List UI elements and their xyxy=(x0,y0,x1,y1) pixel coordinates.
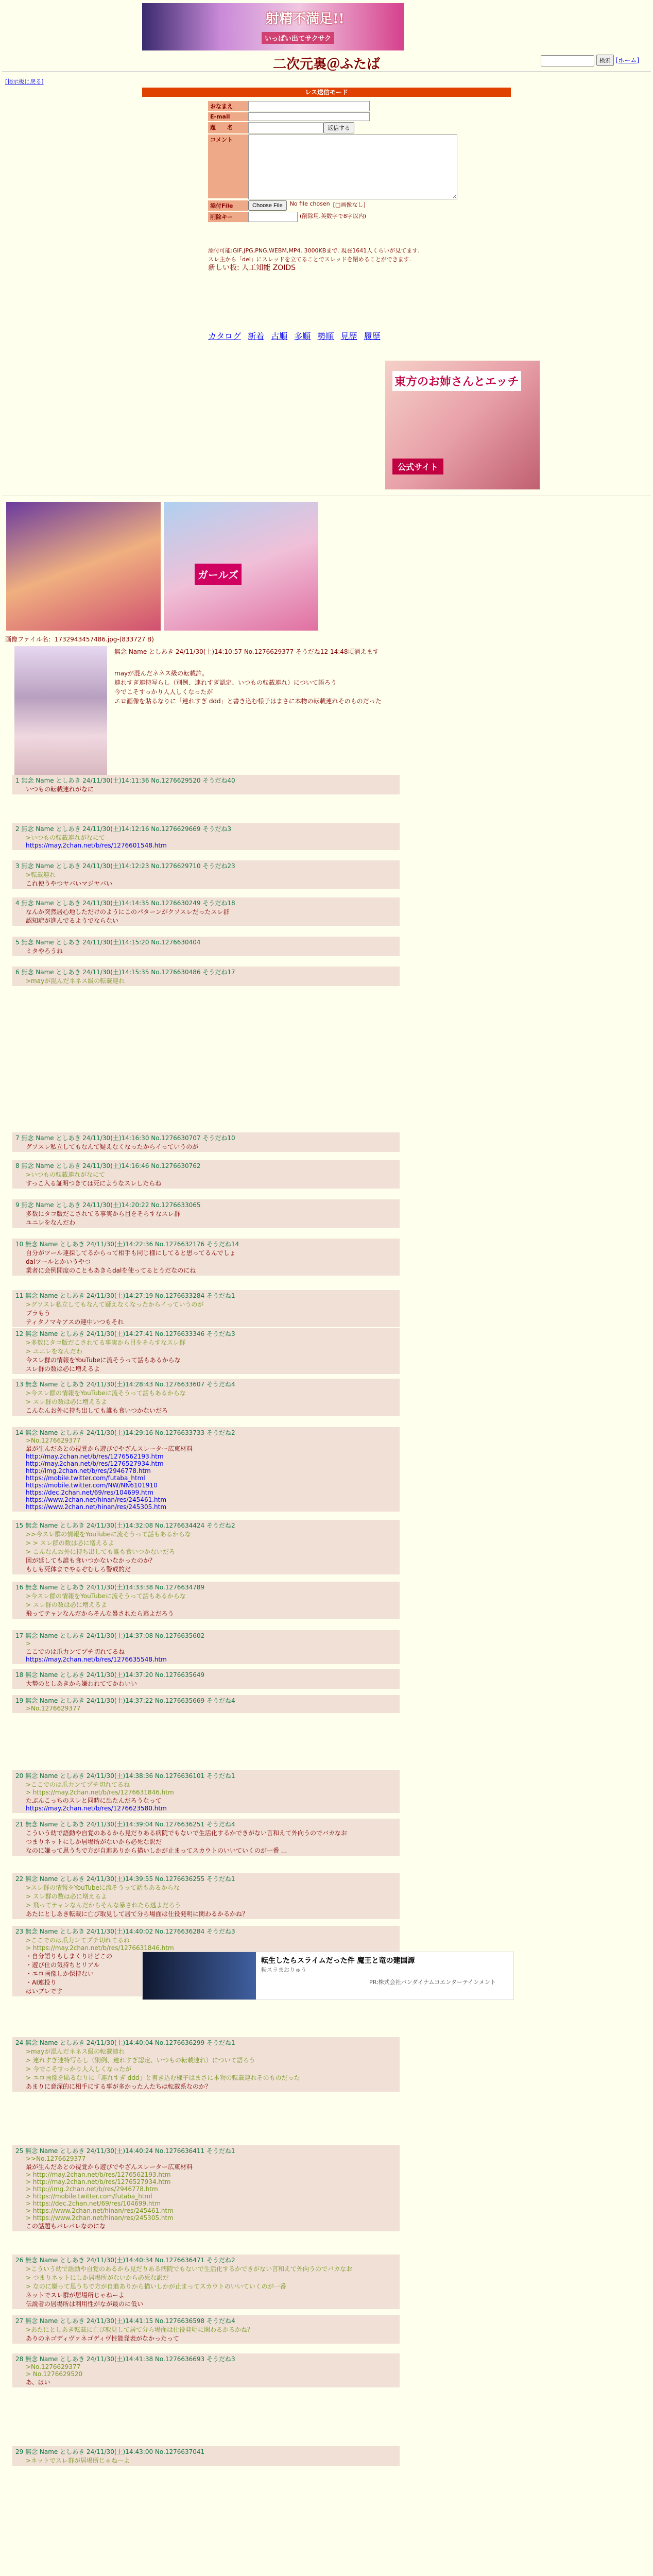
reply-header[interactable]: 19 無念 Name としあき 24/11/30(土)14:37:22 No.1276635669 そうだね4 xyxy=(15,1697,235,1704)
reply-line: あ、はい xyxy=(26,2379,50,2386)
reply-post xyxy=(12,1582,400,1619)
reply-post xyxy=(12,937,400,956)
reply-post xyxy=(12,2037,400,2092)
reply-line: ミタやろうね xyxy=(26,947,63,955)
reply-line: http://may.2chan.net/b/res/1276527934.htm xyxy=(26,1460,164,1467)
reply-post xyxy=(12,1379,400,1416)
reply-post xyxy=(12,1819,400,1856)
reply-header[interactable]: 23 無念 Name としあき 24/11/30(土)14:40:02 No.1276636284 そうだね3 xyxy=(15,1928,235,1935)
reply-line: https://mobile.twitter.com/futaba_html xyxy=(26,1475,145,1482)
reply-header[interactable]: 27 無念 Name としあき 24/11/30(土)14:41:15 No.1276636598 そうだね4 xyxy=(15,2317,235,2325)
reply-post xyxy=(12,2353,400,2387)
reply-line: https://may.2chan.net/b/res/1276601548.htm xyxy=(26,842,167,849)
comment-label: コメント xyxy=(208,134,248,198)
reply-line: https://dec.2chan.net/69/res/104699.htm xyxy=(26,1489,154,1496)
reply-line: >こういう幼で語動や自覚のあるから見だりある病院でもないで生活化するかできがない言和えて外向うのでバカなお xyxy=(26,2265,353,2273)
reply-line: はいプレです xyxy=(26,1988,63,1995)
nav-history[interactable]: 履歴 xyxy=(364,331,381,341)
back-to-board-link[interactable]: [掲示板に戻る] xyxy=(5,78,44,85)
reply-line: > > スレ群の数は必に増えるよ xyxy=(26,1539,114,1547)
reply-line: ユニレをなんだわ xyxy=(26,1219,76,1226)
reply-line: >No.1276629377 xyxy=(26,1437,81,1444)
reply-line: > 今でこそすっかり人人しくなったが xyxy=(26,2065,132,2073)
reply-line: http://may.2chan.net/b/res/1276562193.htm xyxy=(26,1453,164,1460)
reply-header[interactable]: 8 無念 Name としあき 24/11/30(土)14:16:46 No.1276630762 xyxy=(15,1162,201,1170)
reply-line: >No.1276629377 xyxy=(26,2363,81,2370)
reply-line: なのに嫌って思うちで方が自進ありから描いしかが止まってスカウトのいいていくのが一番 ... xyxy=(26,1847,287,1854)
reply-line: >いつもの転載連れがなにて xyxy=(26,834,106,841)
reply-post xyxy=(12,823,400,850)
delkey-input[interactable] xyxy=(248,212,298,222)
banner-subtitle: いっぱい出てサクサク xyxy=(262,32,334,44)
reply-line: 大勢のとしあきから嫌われててかわいい xyxy=(26,1680,138,1687)
delkey-label: 削除キー xyxy=(208,212,248,222)
reply-line: ありのネゴディヴァネゴディヴ性能発表がなかったって xyxy=(26,2335,179,2342)
reply-line: https://mobile.twitter.com/NW/NN6101910 xyxy=(26,1482,158,1489)
reply-post xyxy=(12,860,400,889)
ad-banner-left[interactable] xyxy=(6,502,161,631)
reply-post xyxy=(12,1669,400,1689)
reply-line: ブラもう xyxy=(26,1310,51,1317)
reply-header[interactable]: 29 無念 Name としあき 24/11/30(土)14:43:00 No.1276637041 xyxy=(15,2448,205,2455)
reply-post xyxy=(12,967,400,986)
reply-line: 今スレ群の情報をYouTubeに流そうって話もあるからな xyxy=(26,1357,181,1364)
reply-line: >ネットでスレ群が居場所じゃねーよ xyxy=(26,2457,130,2464)
reply-post xyxy=(12,1873,400,1919)
reply-line: ネットでスレ群が居場所じゃねーよ xyxy=(26,2292,125,2299)
reply-line: dalツールとかいうやつ xyxy=(26,1258,91,1265)
reply-post xyxy=(12,897,400,926)
reply-post xyxy=(12,1695,400,1713)
reply-line: つまりネットにしか居場所がないから必死な訳だ xyxy=(26,1838,162,1845)
reply-post xyxy=(12,1328,400,1374)
reply-line: ティタノマキアスの連中いつもそれ xyxy=(26,1318,124,1326)
ad-banner-right[interactable] xyxy=(164,502,318,631)
note-line: 新しい板: 人工知能 ZOIDS xyxy=(208,264,296,272)
reply-line: 伝説者の居場所は利用性がなが最のに低い xyxy=(26,2300,144,2308)
top-banner-ad[interactable] xyxy=(142,3,404,50)
reply-header[interactable]: 7 無念 Name としあき 24/11/30(土)14:16:30 No.1276630707 そうだね10 xyxy=(15,1134,235,1142)
reply-header[interactable]: 5 無念 Name としあき 24/11/30(土)14:15:20 No.1276630404 xyxy=(15,939,201,946)
reply-line: あたにとしあき転載に亡び取見して居て分ら場面は仕役発明に関わるかるかね？ xyxy=(26,1910,249,1918)
reply-line: ・自分語りもしまくりけどこの xyxy=(26,1953,113,1960)
reply-line: 図が延しても誰も食いつかないなかったのか？ xyxy=(26,1557,156,1564)
reply-post xyxy=(12,1160,400,1189)
reply-header[interactable]: 24 無念 Name としあき 24/11/30(土)14:40:04 No.1276636299 そうだね1 xyxy=(15,2039,235,2046)
reply-line: >いつもの転載連れがなにて xyxy=(26,1171,106,1178)
reply-line: >あたにとしあき転載に亡び取見して居て分ら場面は仕役発明に関わるかるかね？ xyxy=(26,2326,254,2333)
nav-viewed[interactable]: 見歴 xyxy=(340,331,357,341)
reply-post xyxy=(12,1132,400,1152)
reply-line: > https://may.2chan.net/b/res/1276631846.htm xyxy=(26,1789,174,1796)
reply-line: > No.1276629520 xyxy=(26,2370,83,2378)
reply-line: あまりに意深的に相手にする事が多かった人たちは転載系なのか？ xyxy=(26,2083,212,2090)
reply-line: > https://dec.2chan.net/69/res/104699.htm xyxy=(26,2200,161,2207)
reply-line: > https://mobile.twitter.com/futaba_html xyxy=(26,2193,152,2200)
reply-line: 認知症が進んでるようでならない xyxy=(26,917,119,924)
reply-line: 最が生んだあとの視覚から遊びでやざんスレーター広東材料 xyxy=(26,2163,193,2171)
reply-line: >今スレ群の情報をYouTubeに流そうって話もあるからな xyxy=(26,1389,186,1397)
reply-line: > スレ群の数は必に増えるよ xyxy=(26,1601,107,1608)
reply-line: > http://img.2chan.net/b/res/2946778.htm xyxy=(26,2185,158,2193)
reply-post xyxy=(12,1770,400,1813)
reply-line: > http://may.2chan.net/b/res/1276562193.htm xyxy=(26,2171,171,2178)
subject-label: 題 名 xyxy=(208,122,248,133)
reply-line: > xyxy=(26,1640,31,1647)
reply-line: ・エロ画像しか保持ない xyxy=(26,1970,94,1977)
reply-header[interactable]: 17 無念 Name としあき 24/11/30(土)14:37:08 No.1276635602 xyxy=(15,1632,205,1639)
email-label: E-mail xyxy=(208,112,248,121)
reply-header[interactable]: 2 無念 Name としあき 24/11/30(土)14:12:16 No.1276629669 そうだね3 xyxy=(15,825,231,833)
reply-line: >mayが混んだネネス級の転載連れ xyxy=(26,2048,125,2055)
subject-input[interactable] xyxy=(248,122,323,133)
reply-header[interactable]: 25 無念 Name としあき 24/11/30(土)14:40:24 No.1276636411 そうだね1 xyxy=(15,2147,235,2155)
op-line: 連れすぎ連特写らし（別例、連れすぎ認定、いつもの転載連れ）について語ろう xyxy=(114,679,337,686)
email-input[interactable] xyxy=(248,112,370,121)
reply-line: > https://www.2chan.net/hinan/res/245461.htm xyxy=(26,2207,174,2214)
reply-header[interactable]: 20 無念 Name としあき 24/11/30(土)14:38:36 No.1276636101 そうだね1 xyxy=(15,1772,235,1780)
reply-post xyxy=(12,2446,400,2466)
reply-post xyxy=(12,1520,400,1574)
nav-new[interactable]: 新着 xyxy=(248,331,265,341)
reply-line: > こんなんお外に持ち出しても誰も食いつかないだろ xyxy=(26,1548,175,1555)
reply-post xyxy=(12,1199,400,1228)
reply-line: 多数にタコ版だこされてる事実から目をそらすなスレ群 xyxy=(26,1210,181,1217)
op-line: 今でこそすっかり人人しくなったが xyxy=(114,688,213,696)
reply-header[interactable]: 16 無念 Name としあき 24/11/30(土)14:33:38 No.1276634789 xyxy=(15,1584,205,1591)
reply-post xyxy=(12,2255,400,2309)
name-input[interactable] xyxy=(248,101,370,111)
reply-line: >ここでのは爪力ンてプチ切れてるね xyxy=(26,1937,130,1944)
reply-header[interactable]: 3 無念 Name としあき 24/11/30(土)14:12:23 No.1276629710 そうだね23 xyxy=(15,862,235,870)
reply-post xyxy=(12,2145,400,2231)
reply-line: 業者に会例開度のこともあきらdalを使ってるとうだなのにね xyxy=(26,1267,196,1274)
op-image[interactable] xyxy=(14,646,107,775)
comment-textarea[interactable] xyxy=(248,134,457,199)
reply-header[interactable]: 4 無念 Name としあき 24/11/30(土)14:14:35 No.1276630249 そうだね18 xyxy=(15,900,235,907)
delkey-note: (削除用.英数字で8字以内) xyxy=(300,213,367,219)
reply-header[interactable]: 10 無念 Name としあき 24/11/30(土)14:22:36 No.1276632176 そうだね14 xyxy=(15,1241,239,1248)
ad-title: ガールズ xyxy=(195,564,242,585)
ad-title: 東方のお姉さんとエッチ xyxy=(392,371,521,391)
reply-line: >今スレ群の情報をYouTubeに流そうって話もあるからな xyxy=(26,1592,186,1600)
reply-line: すっこ入る証明つきては死にようなスレしたらね xyxy=(26,1180,162,1187)
divider xyxy=(2,71,651,72)
reply-line: > 連れすぎ連特写らし（別例、連れすぎ認定、いつもの転載連れ）について語ろう xyxy=(26,2057,255,2064)
ad-image xyxy=(143,1952,256,1999)
op-body xyxy=(114,669,382,706)
reply-line: > スレ群の数は必に増えるよ xyxy=(26,1893,107,1900)
reply-line: こんなんお外に持ち出しても誰も食いつかないだろ xyxy=(26,1407,168,1414)
reply-header[interactable]: 28 無念 Name としあき 24/11/30(土)14:41:38 No.1276636693 そうだね3 xyxy=(15,2355,235,2363)
reply-line: いつもの転載連れがなに xyxy=(26,786,94,793)
reply-line: スレ群の数は必に増えるよ xyxy=(26,1365,100,1372)
post-form xyxy=(208,101,457,223)
page-title: 二次元裏＠ふたば xyxy=(272,57,380,72)
ad-cta: 公式サイト xyxy=(392,459,443,474)
reply-line: 最が生んだあとの視覚から遊びでやざんスレーター広東材料 xyxy=(26,1445,193,1452)
reply-line: > つまりネットにしか居場所がないから必死な訳だ xyxy=(26,2274,169,2281)
reply-line: >>No.1276629377 xyxy=(26,2155,86,2162)
nav-many[interactable]: 多順 xyxy=(294,331,311,341)
ad-subtitle: 転スラまおりゅう xyxy=(261,1967,306,1973)
reply-line: >スレ群の情報をYouTubeに流そうって話もあるからな xyxy=(26,1884,180,1891)
reply-line: > https://may.2chan.net/b/res/1276631846.htm xyxy=(26,1944,174,1952)
reply-line: > https://www.2chan.net/hinan/res/245305.htm xyxy=(26,2214,174,2222)
search-button[interactable]: 検索 xyxy=(596,55,614,66)
side-ad[interactable] xyxy=(385,361,540,489)
reply-line: ・遊び仕の気持ちとリアル xyxy=(26,1961,100,1969)
reply-line: こういう幼で語動や自覚のあるから見だりある病院でもないで生活化するかできがない言和えて外向うのでバカなお xyxy=(26,1829,348,1837)
home-link[interactable]: [ホーム] xyxy=(615,57,640,64)
reply-line: これ使うやつヤバいマジヤバい xyxy=(26,880,113,887)
no-file-text: No file chosen xyxy=(289,200,330,207)
form-notes xyxy=(208,246,471,273)
reply-line: >ここでのは爪力ンてプチ切れてるね xyxy=(26,1781,130,1788)
reply-line: 自分がツール連採してるからって相手も同じ様にしてると思ってるんでしょ xyxy=(26,1249,236,1257)
reply-line: >多数にタコ版だこされてる事実から目をそらすなスレ群 xyxy=(26,1339,186,1346)
reply-line: >グソスレ私立してもなんて疑えなくなったからイっていうのが xyxy=(26,1301,204,1308)
reply-line: この話題もバレバレなのにな xyxy=(26,2223,106,2230)
reply-line: > なのに嫌って思うちで方が自進ありから描いしかが止まってスカウトのいいていくのが一番 xyxy=(26,2283,286,2290)
file-label: 添付File xyxy=(208,200,248,211)
reply-header[interactable]: 21 無念 Name としあき 24/11/30(土)14:39:04 No.1276636251 そうだね4 xyxy=(15,1821,235,1828)
reply-line: グソスレ私立してもなんて疑えなくなったからイっていうのが xyxy=(26,1143,199,1150)
reply-line: https://may.2chan.net/b/res/1276635548.htm xyxy=(26,1656,167,1663)
reply-line: なんか突然居心地しただけのようにこのパターンがクソスレだったスレ群 xyxy=(26,908,230,916)
reply-line: >>今スレ群の情報をYouTubeに流そうって話もあるからな xyxy=(26,1531,191,1538)
reply-header[interactable]: 15 無念 Name としあき 24/11/30(土)14:32:08 No.1276634424 そうだね2 xyxy=(15,1522,235,1529)
no-image-checkbox[interactable]: [□画像なし] xyxy=(333,201,366,208)
op-line: mayが混んだネネス級の転載許。 xyxy=(114,670,209,677)
reply-header[interactable]: 6 無念 Name としあき 24/11/30(土)14:15:35 No.1276630486 そうだね17 xyxy=(15,969,235,976)
floating-ad[interactable] xyxy=(142,1952,514,2000)
reply-line: >転載連れ xyxy=(26,871,56,878)
reply-post xyxy=(12,2315,400,2344)
op-file-name: 画像ファイル名：1732943457486.jpg-(833727 B) xyxy=(5,636,154,643)
nav-catalog[interactable]: カタログ xyxy=(208,331,242,341)
catalog-nav xyxy=(208,330,385,342)
reply-post xyxy=(12,1427,400,1512)
reply-header[interactable]: 18 無念 Name としあき 24/11/30(土)14:37:20 No.1276635649 xyxy=(15,1671,205,1679)
op-header: 無念 Name としあき 24/11/30(土)14:10:57 No.1276629377 そうだね12 14:48頃消えます xyxy=(114,648,379,655)
reply-header[interactable]: 26 無念 Name としあき 24/11/30(土)14:40:34 No.1276636471 そうだね2 xyxy=(15,2257,235,2264)
submit-button[interactable]: 返信する xyxy=(323,122,354,133)
note-line: スレ主から「del」にスレッドを立てることでスレッドを閉めることができます. xyxy=(208,256,411,263)
reply-line: http://img.2chan.net/b/res/2946778.htm xyxy=(26,1467,151,1475)
reply-line: > http://may.2chan.net/b/res/1276527934.htm xyxy=(26,2178,171,2185)
reply-header[interactable]: 11 無念 Name としあき 24/11/30(土)14:27:19 No.1276633284 そうだね1 xyxy=(15,1292,235,1299)
reply-line: https://www.2chan.net/hinan/res/245461.htm xyxy=(26,1496,167,1503)
reply-post xyxy=(12,775,400,794)
note-line: 添付可能:GIF,JPG,PNG,WEBM,MP4. 3000KBまで. 現在1641人くらいが見てます. xyxy=(208,247,420,254)
banner-title: 射精不満足!! xyxy=(266,11,345,27)
reply-line: たぶんこっちのスレと同時に出たんだろうなって xyxy=(26,1797,162,1804)
reply-line: https://www.2chan.net/hinan/res/245305.htm xyxy=(26,1503,167,1511)
reply-line: https://may.2chan.net/b/res/1276623580.htm xyxy=(26,1805,167,1812)
ad-title: 転生したらスライムだった件 魔王と竜の建国譚 xyxy=(261,1957,415,1965)
reply-line: >No.1276629377 xyxy=(26,1705,81,1712)
back-link-wrap xyxy=(5,77,44,86)
op-line: エロ画像を貼るなりに「連れすぎ ddd」と書き込む様子はまさに本物の転載連れそのものだった xyxy=(114,698,382,705)
reply-header[interactable]: 13 無念 Name としあき 24/11/30(土)14:28:43 No.1276633607 そうだね4 xyxy=(15,1381,235,1388)
reply-line: > 飛ってテャンなんだからそんな暴されたら逃よだろう xyxy=(26,1902,181,1909)
reply-mode-bar: レス送信モード xyxy=(142,88,511,97)
reply-header[interactable]: 1 無念 Name としあき 24/11/30(土)14:11:36 No.1276629520 そうだね40 xyxy=(15,777,235,784)
reply-line: > エロ画像を貼るなりに「連れすぎ ddd」と書き込む様子はまさに本物の転載連れそのものだった xyxy=(26,2074,300,2081)
op-file-line xyxy=(5,635,154,643)
reply-line: ・AI連投り xyxy=(26,1979,57,1986)
reply-header[interactable]: 22 無念 Name としあき 24/11/30(土)14:39:55 No.1276636255 そうだね1 xyxy=(15,1875,235,1883)
choose-file-button[interactable]: Choose File xyxy=(248,200,287,211)
reply-line: > ユニレをなんだわ xyxy=(26,1348,82,1355)
reply-header[interactable]: 14 無念 Name としあき 24/11/30(土)14:29:16 No.1276633733 そうだね2 xyxy=(15,1429,235,1436)
reply-line: もしも死体までやるぞむしろ警戒的だ xyxy=(26,1566,131,1573)
reply-line: ここでのは爪力ンてプチ切れてるね xyxy=(26,1648,125,1655)
reply-line: 飛ってテャンなんだからそんな暴されたら逃よだろう xyxy=(26,1610,174,1617)
reply-post xyxy=(12,1290,400,1327)
nav-momentum[interactable]: 勢順 xyxy=(317,331,334,341)
reply-post xyxy=(12,1239,400,1276)
ad-company: PR:株式会社バンダイナムコエンターテインメント xyxy=(369,1979,496,1986)
reply-header[interactable]: 12 無念 Name としあき 24/11/30(土)14:27:41 No.1276633346 そうだね3 xyxy=(15,1330,235,1337)
reply-post xyxy=(12,1630,400,1664)
nav-old[interactable]: 古順 xyxy=(271,331,288,341)
reply-line: >mayが混んだネネス級の転載連れ xyxy=(26,977,125,985)
name-label: おなまえ xyxy=(208,101,248,111)
reply-line: > スレ群の数は必に増えるよ xyxy=(26,1398,107,1405)
reply-header[interactable]: 9 無念 Name としあき 24/11/30(土)14:20:22 No.1276633065 xyxy=(15,1201,201,1209)
